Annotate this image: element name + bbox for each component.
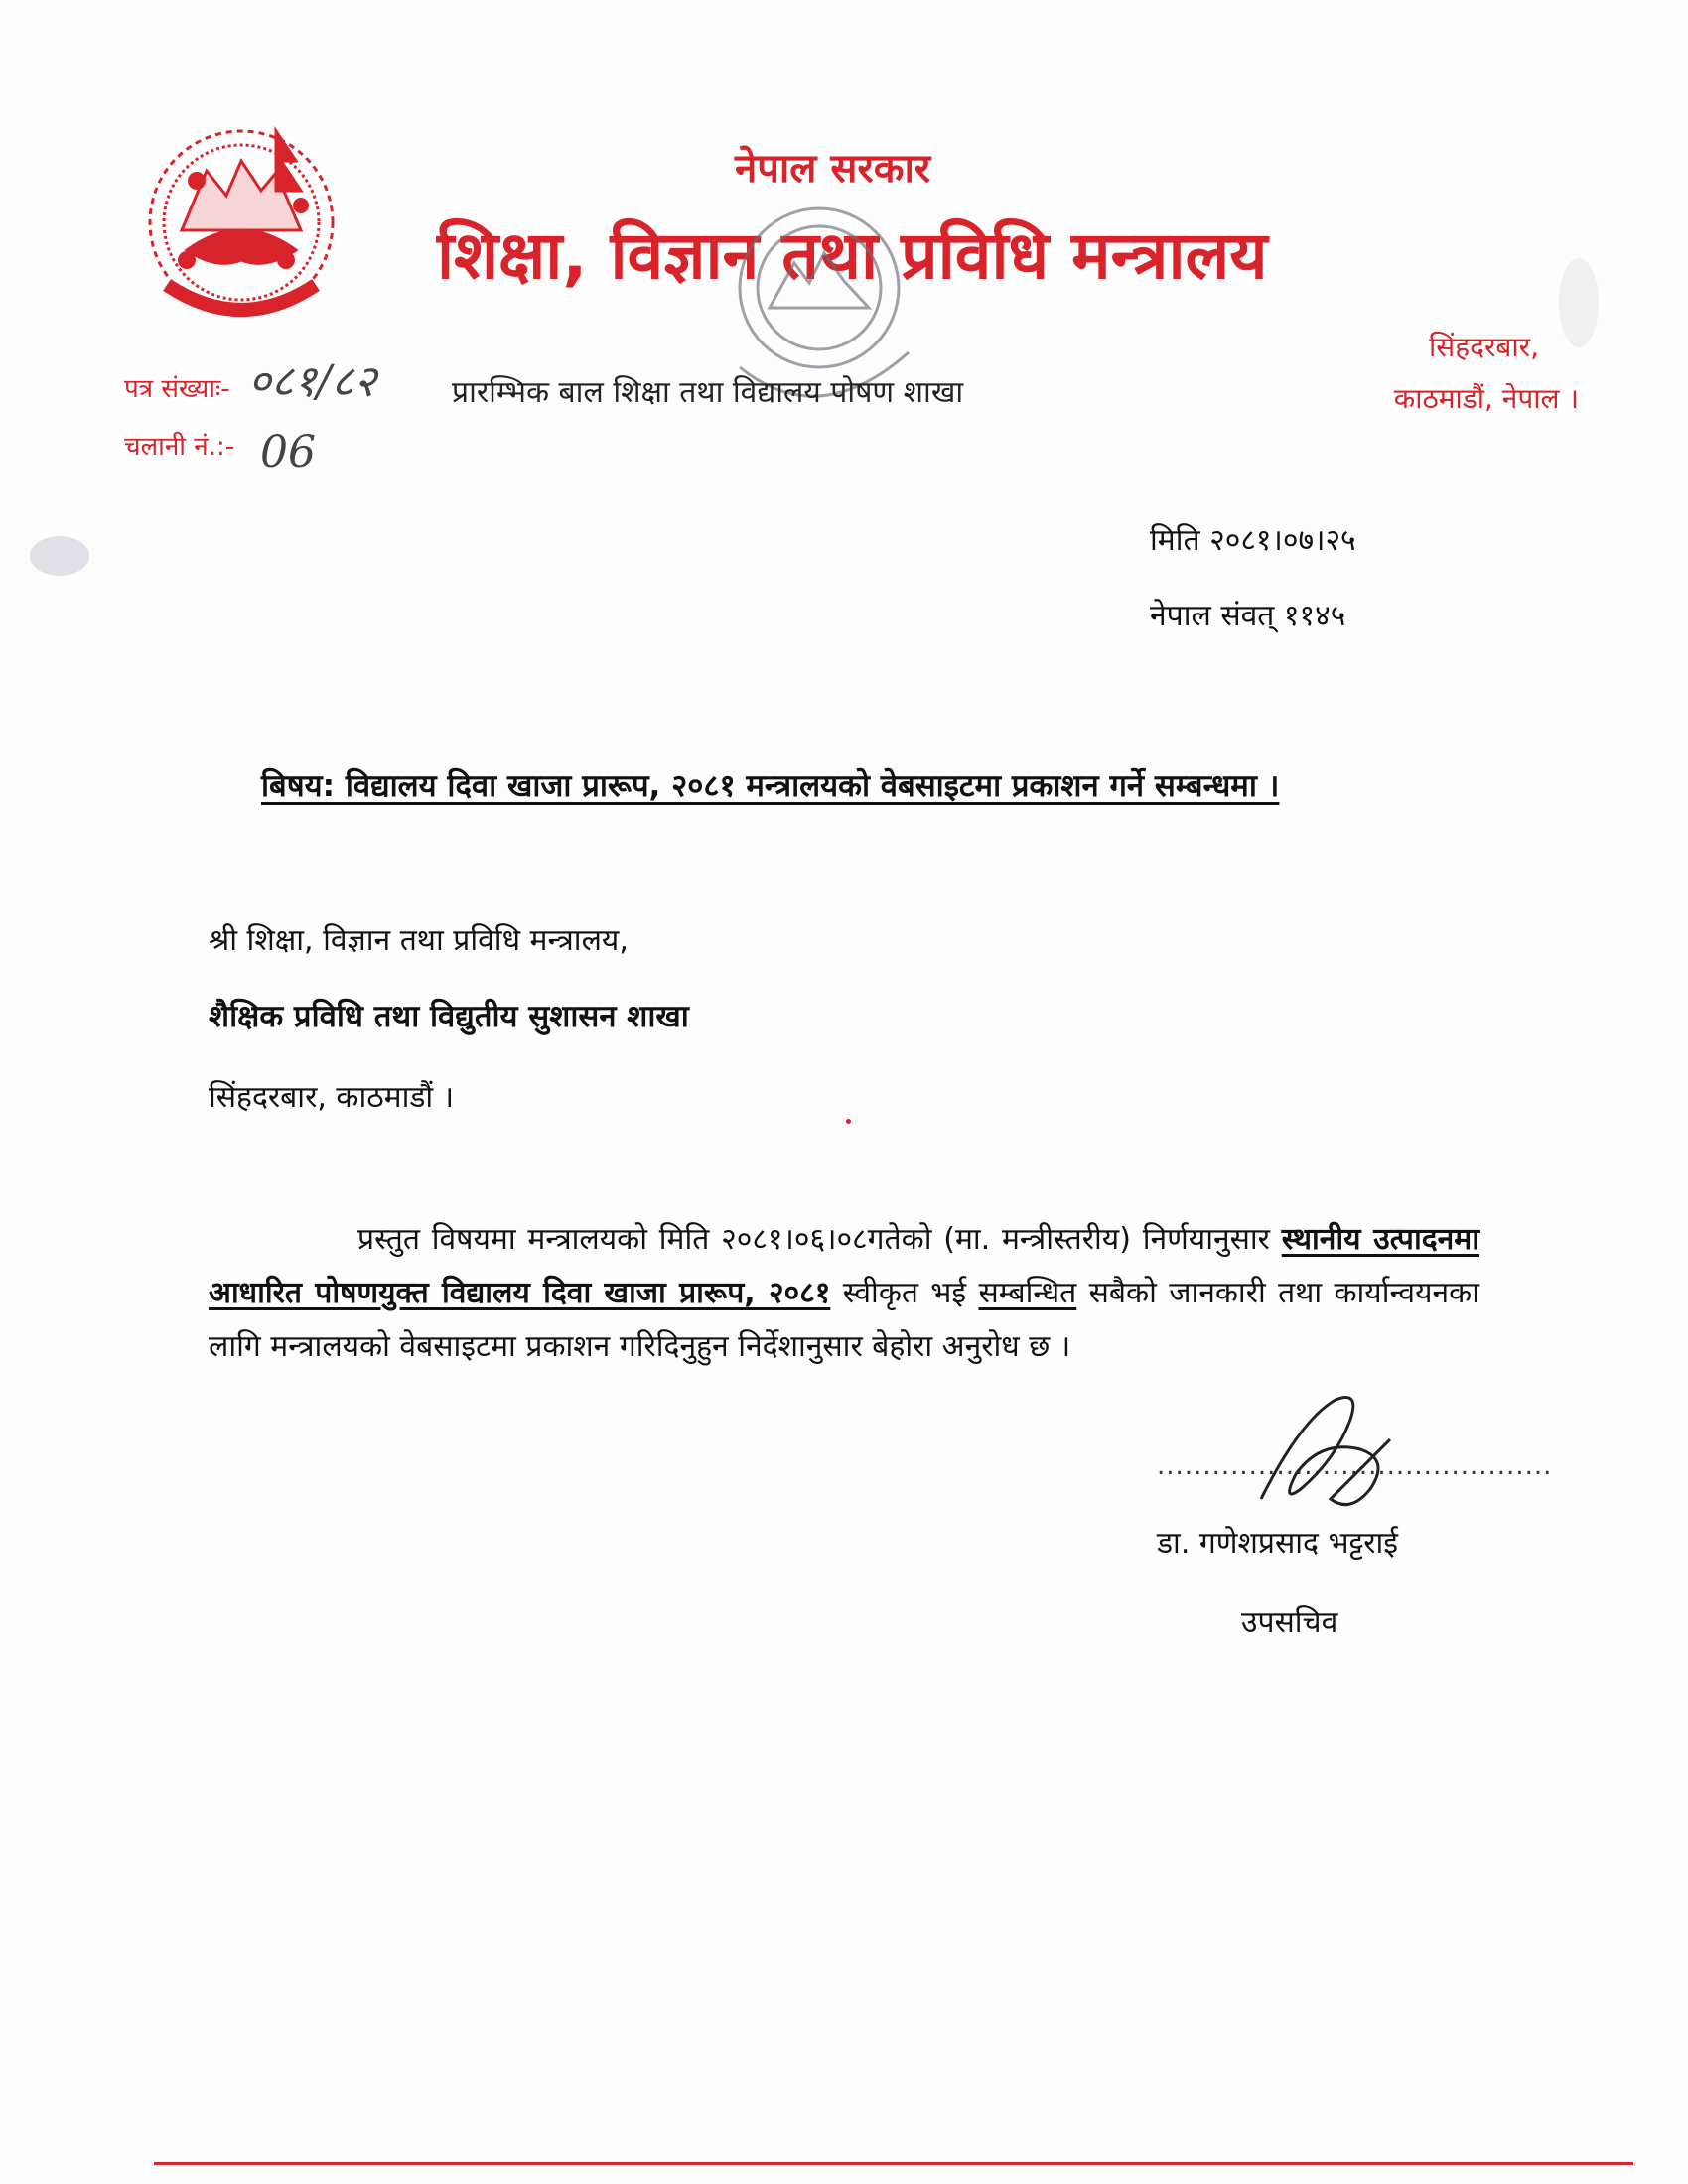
body-part-1: प्रस्तुत विषयमा मन्त्रालयको मिति २०८१।०६।०८गतेको (मा. मन्त्रीस्तरीय) निर्णयानुसार (357, 1222, 1270, 1257)
signer-name: डा. गणेशप्रसाद भट्टराई (1157, 1526, 1398, 1561)
letter-date: मिति २०८१।०७।२५ (1150, 523, 1356, 558)
recipient-line-2: शैक्षिक प्रविधि तथा विद्युतीय सुशासन शाखा (209, 999, 689, 1034)
address-line-2: काठमाडौं, नेपाल । (1393, 382, 1579, 415)
recipient-line-1: श्री शिक्षा, विज्ञान तथा प्रविधि मन्त्रालय, (209, 923, 629, 958)
address-line-1: सिंहदरबार, (1429, 331, 1539, 363)
body-part-4: सम्बन्धित (978, 1276, 1077, 1310)
letter-number-label: पत्र संख्याः- (124, 374, 230, 404)
recipient-line-3: सिंहदरबार, काठमाडौं । (209, 1080, 455, 1115)
body-part-5: सबैको जानकारी तथा कार्यान्वयनका लागि मन्त्रालयको वेबसाइटमा प्रकाशन गरिदिनुहुन निर्देशानुसार बेहोरा अनुरोध छ । (209, 1276, 1479, 1364)
dispatch-number-label: चलानी नं.:- (124, 432, 235, 462)
subject-line: बिषय: विद्यालय दिवा खाजा प्रारूप, २०८१ मन्त्रालयको वेबसाइटमा प्रकाशन गर्ने सम्बन्धमा । (261, 768, 1280, 804)
ministry-heading: शिक्षा, विज्ञान तथा प्रविधि मन्त्रालय (437, 217, 1268, 294)
nepal-emblem-icon (127, 111, 355, 340)
government-heading: नेपाल सरकार (735, 146, 931, 192)
footer-rule (154, 2162, 1633, 2165)
signer-designation: उपसचिव (1241, 1605, 1338, 1640)
signature-line: ........................................... (1157, 1451, 1553, 1481)
section-name: प्रारम्भिक बाल शिक्षा तथा विद्यालय पोषण शाखा (452, 375, 964, 410)
dispatch-number-value: 06 (260, 427, 316, 478)
letter-number-value: ०८१/८२ (248, 356, 377, 407)
nepal-sambat-date: नेपाल संवत् ११४५ (1150, 599, 1346, 633)
body-part-2: स्थानीय उत्पादनमा आधारित पोषणयुक्त विद्यालय दिवा खाजा प्रारूप, २०८१ (209, 1222, 1480, 1310)
body-part-3: स्वीकृत भई (830, 1276, 979, 1310)
handwritten-signature-icon (1241, 1380, 1410, 1529)
ink-dot (846, 1119, 851, 1124)
scan-smudge (30, 536, 89, 576)
scan-smudge (1559, 258, 1599, 347)
body-paragraph (209, 1213, 1479, 1374)
